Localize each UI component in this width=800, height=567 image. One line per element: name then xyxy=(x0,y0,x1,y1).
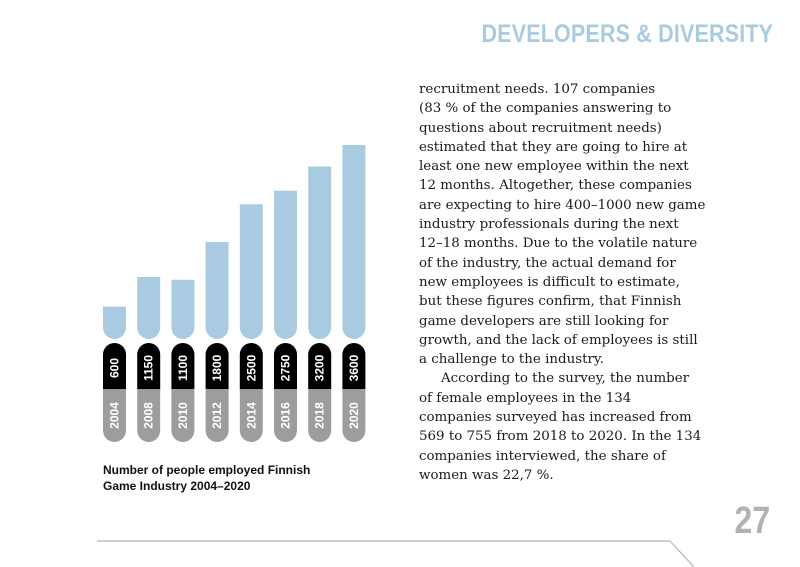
value-label: 1800 xyxy=(210,354,225,382)
body-line: According to the survey, the number xyxy=(441,371,690,387)
value-label: 1100 xyxy=(175,354,190,382)
body-line: a challenge to the industry. xyxy=(419,352,604,368)
body-line: game developers are still looking for xyxy=(419,313,669,329)
body-line: of female employees in the 134 xyxy=(419,390,632,406)
year-label: 2004 xyxy=(107,402,122,429)
body-line: companies interviewed, the share of xyxy=(419,448,666,464)
body-line: of the industry, the actual demand for xyxy=(419,255,676,271)
year-label: 2008 xyxy=(141,402,156,429)
body-line: recruitment needs. 107 companies xyxy=(419,82,656,97)
value-label: 1150 xyxy=(141,354,156,382)
bar-2008 xyxy=(137,277,160,339)
article-body xyxy=(419,80,739,485)
value-label: 2500 xyxy=(244,354,259,382)
bar-2012 xyxy=(206,242,229,339)
bar-2004 xyxy=(103,307,126,339)
value-label: 2750 xyxy=(278,354,293,382)
year-label: 2020 xyxy=(346,402,361,429)
year-label: 2010 xyxy=(175,402,190,429)
body-line: but these figures confirm, that Finnish xyxy=(419,294,682,310)
bar-2018 xyxy=(308,167,331,339)
body-line: 569 to 755 from 2018 to 2020. In the 134 xyxy=(419,429,702,445)
chart-caption xyxy=(103,462,333,494)
value-label: 600 xyxy=(107,357,122,379)
body-line: growth, and the lack of employees is still xyxy=(419,332,698,348)
body-line: companies surveyed has increased from xyxy=(419,410,692,426)
body-line: least one new employee within the next xyxy=(419,159,689,175)
bar-2014 xyxy=(240,204,263,339)
body-line: questions about recruitment needs) xyxy=(419,120,662,136)
year-label: 2012 xyxy=(210,402,225,429)
section-title: DEVELOPERS & DIVERSITY xyxy=(481,20,773,48)
chart-caption-line-1: Number of people employed Finnish xyxy=(103,463,311,477)
body-line: 12–18 months. Due to the volatile nature xyxy=(419,236,698,252)
body-line: industry professionals during the next xyxy=(419,217,679,233)
page-number: 27 xyxy=(734,500,770,542)
bar-2016 xyxy=(274,191,297,339)
value-label: 3200 xyxy=(312,354,327,382)
chart-caption-line-2: Game Industry 2004–2020 xyxy=(103,479,251,493)
bar-2020 xyxy=(342,145,365,339)
body-line: (83 % of the companies answering to xyxy=(419,101,672,117)
body-line: women was 22,7 %. xyxy=(419,467,554,483)
body-line: estimated that they are going to hire at xyxy=(419,139,688,155)
body-line: new employees is difficult to estimate, xyxy=(419,274,680,290)
body-line: are expecting to hire 400–1000 new game xyxy=(419,197,706,213)
body-line: 12 months. Altogether, these companies xyxy=(419,178,692,194)
year-label: 2016 xyxy=(278,402,293,429)
value-label: 3600 xyxy=(346,354,361,382)
year-label: 2014 xyxy=(244,402,259,429)
year-label: 2018 xyxy=(312,402,327,429)
bar-2010 xyxy=(171,280,194,339)
